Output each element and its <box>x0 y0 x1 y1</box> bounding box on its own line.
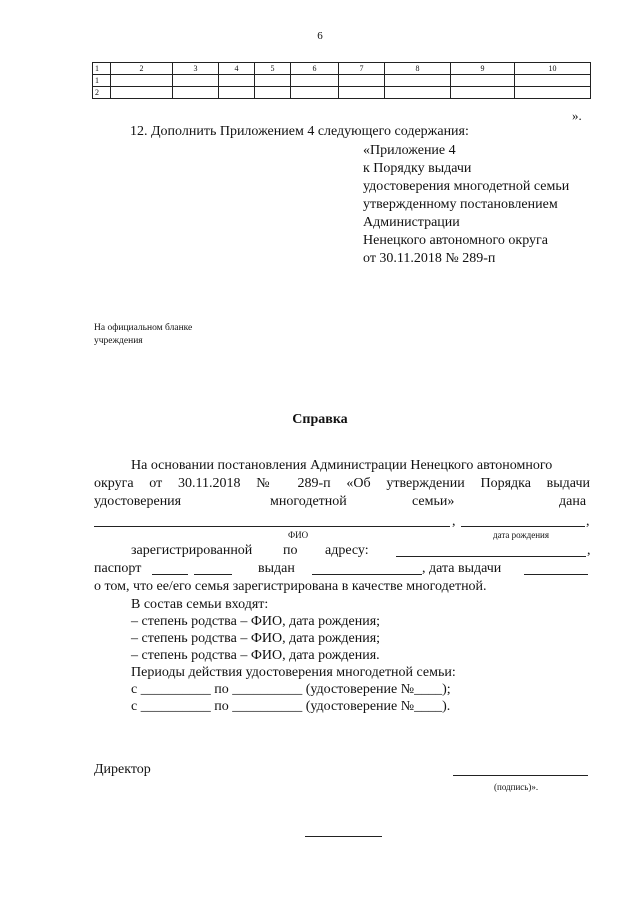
document-title: Справка <box>292 412 348 427</box>
caption-fio: ФИО <box>288 530 309 540</box>
signature-line <box>453 775 588 776</box>
table-cell <box>255 75 291 87</box>
period-line: с __________ по __________ (удостоверение №____). <box>131 699 451 714</box>
table-header-cell: 2 <box>111 63 173 75</box>
birth-date-field-line <box>461 526 585 527</box>
period-line: с __________ по __________ (удостоверение №____); <box>131 682 451 697</box>
body-word: адресу: <box>325 543 369 558</box>
table-header-cell: 4 <box>219 63 255 75</box>
body-line: На основании постановления Администрации Ненецкого автономного <box>131 458 553 473</box>
family-member-line: – степень родства – ФИО, дата рождения. <box>131 648 380 663</box>
table-header-cell: 5 <box>255 63 291 75</box>
table-cell <box>291 75 339 87</box>
comma: , <box>587 543 591 558</box>
table-cell <box>219 75 255 87</box>
table-header-row <box>93 63 591 75</box>
table-cell <box>173 87 219 99</box>
table-header-cell: 9 <box>451 63 515 75</box>
body-line: округа от 30.11.2018 № 289-п «Об утверждении Порядка выдачи <box>94 476 590 491</box>
table-cell <box>515 75 591 87</box>
appendix-line: Ненецкого автономного округа <box>363 233 548 248</box>
table-cell <box>515 87 591 99</box>
table-cell: 2 <box>93 87 111 99</box>
data-table <box>92 62 591 99</box>
family-member-line: – степень родства – ФИО, дата рождения; <box>131 614 381 629</box>
appendix-line: от 30.11.2018 № 289-п <box>363 251 496 266</box>
table-row <box>93 75 591 87</box>
issued-label: выдан <box>258 561 295 576</box>
table-cell <box>173 75 219 87</box>
comma: , <box>452 514 456 529</box>
body-word: дана <box>559 494 587 509</box>
issue-date-label: , дата выдачи <box>422 561 502 576</box>
body-word: по <box>283 543 298 558</box>
body-word: семьи» <box>412 494 455 509</box>
table-header-cell: 1 <box>93 63 111 75</box>
body-word: удостоверения <box>94 494 182 509</box>
appendix-heading <box>363 142 569 268</box>
issued-by-line <box>312 574 422 575</box>
closing-quote: ». <box>572 108 582 123</box>
table-header-cell: 6 <box>291 63 339 75</box>
table-cell <box>111 75 173 87</box>
official-blank-note <box>94 322 192 348</box>
fio-field-line <box>94 526 450 527</box>
appendix-line: «Приложение 4 <box>363 143 456 158</box>
blank-note-line: учреждения <box>94 336 143 346</box>
passport-label: паспорт <box>94 561 142 576</box>
footer-divider <box>305 836 382 837</box>
table-cell <box>385 87 451 99</box>
table-cell <box>339 87 385 99</box>
passport-series-line <box>152 574 188 575</box>
blank-note-line: На официальном бланке <box>94 323 193 333</box>
family-member-line: – степень родства – ФИО, дата рождения; <box>131 631 381 646</box>
appendix-line: Администрации <box>363 215 460 230</box>
page-number: 6 <box>317 30 323 42</box>
table-cell <box>255 87 291 99</box>
director-label: Директор <box>94 762 151 777</box>
body-word: зарегистрированной <box>131 543 253 558</box>
signature-caption: (подпись)». <box>494 782 539 792</box>
appendix-line: утвержденному постановлением <box>363 197 558 212</box>
table-cell <box>291 87 339 99</box>
body-line: о том, что ее/его семья зарегистрирована в качестве многодетной. <box>94 579 487 594</box>
table-cell <box>111 87 173 99</box>
table-header-cell: 10 <box>515 63 591 75</box>
table-cell <box>385 75 451 87</box>
appendix-line: к Порядку выдачи <box>363 161 472 176</box>
table-header-cell: 7 <box>339 63 385 75</box>
table-row <box>93 87 591 99</box>
table-cell <box>219 87 255 99</box>
body-line: В состав семьи входят: <box>131 597 269 612</box>
body-line: Периоды действия удостоверения многодетной семьи: <box>131 665 456 680</box>
table-cell <box>339 75 385 87</box>
comma: , <box>586 514 590 529</box>
appendix-line: удостоверения многодетной семьи <box>363 179 570 194</box>
table-cell: 1 <box>93 75 111 87</box>
item-12-text: 12. Дополнить Приложением 4 следующего содержания: <box>130 124 469 139</box>
body-word: многодетной <box>270 494 347 509</box>
table-header-cell: 3 <box>173 63 219 75</box>
passport-number-line <box>194 574 232 575</box>
issue-date-line <box>524 574 588 575</box>
address-field-line <box>396 556 586 557</box>
caption-birth-date: дата рождения <box>493 530 549 540</box>
table-cell <box>451 87 515 99</box>
table-header-cell: 8 <box>385 63 451 75</box>
table-cell <box>451 75 515 87</box>
